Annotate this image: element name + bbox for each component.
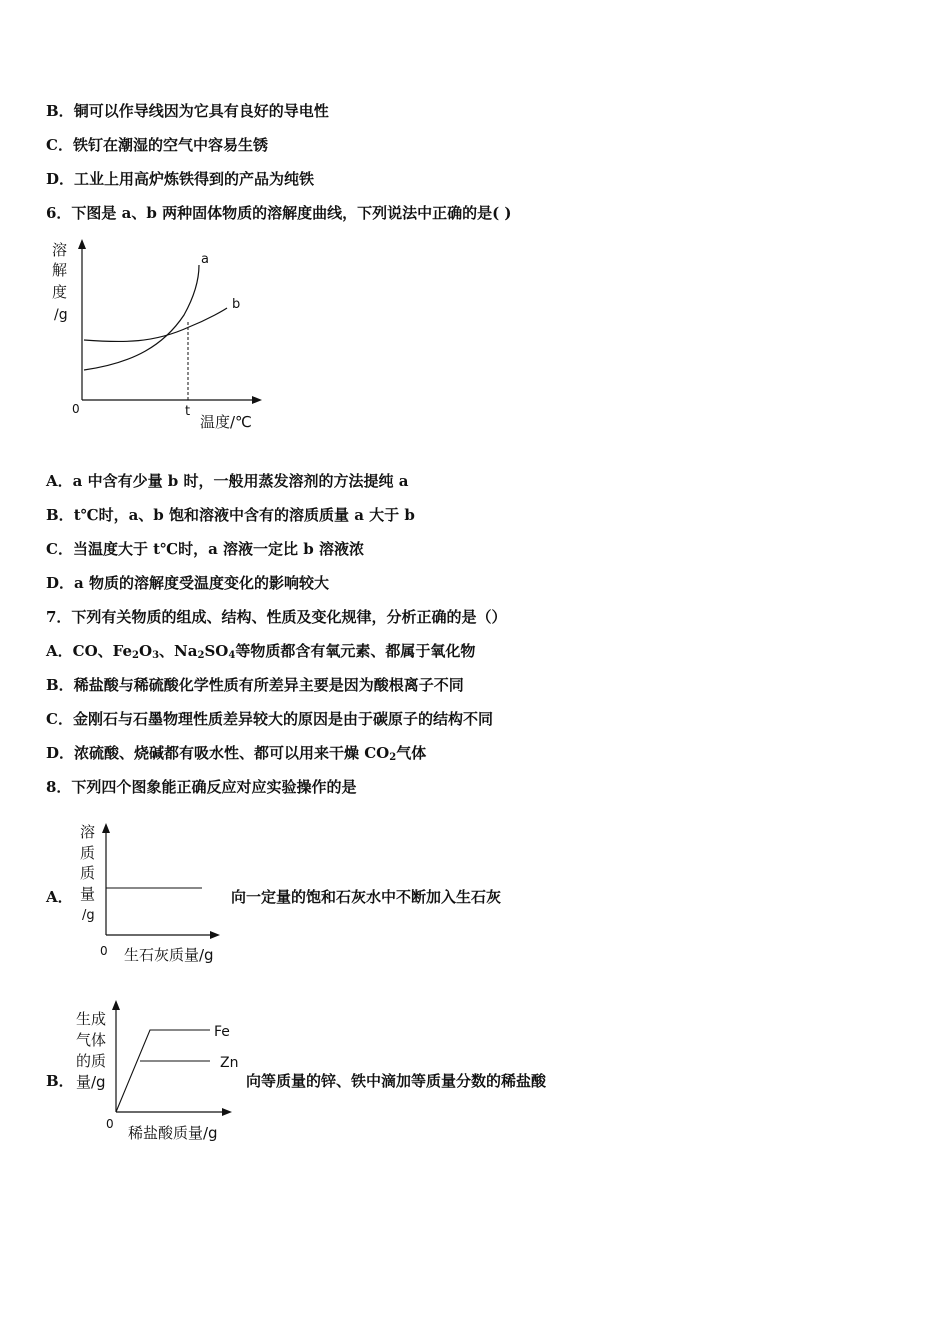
y-axis-arrow <box>112 1000 120 1010</box>
option-text: 当温度大于 t℃时，a 溶液一定比 b 溶液浓 <box>72 540 364 558</box>
q8-stem: 8．下列四个图象能正确反应对应实验操作的是 <box>46 778 357 796</box>
q6-option-c <box>46 539 364 559</box>
q7-option-b <box>46 675 464 695</box>
y-axis-label-char: 质 <box>80 844 96 862</box>
option-label: C． <box>46 540 73 558</box>
y-axis-label-char: 度 <box>52 283 68 301</box>
fe-series-line <box>116 1030 210 1112</box>
subscript: 2 <box>197 650 205 661</box>
y-axis-label-char: 溶 <box>52 241 68 259</box>
option-label: D． <box>46 574 75 592</box>
q6-solubility-graph <box>44 235 274 439</box>
q8-option-b-label: B． <box>46 1072 74 1090</box>
option-label: B． <box>46 102 74 120</box>
q8-option-a-description: 向一定量的饱和石灰水中不断加入生石灰 <box>231 888 502 906</box>
q5-option-c <box>46 135 268 155</box>
t-label: t <box>185 404 191 419</box>
y-axis-arrow <box>78 239 86 249</box>
option-label: C． <box>46 710 73 728</box>
origin-label: 0 <box>100 944 108 958</box>
option-text: 铜可以作导线因为它具有良好的导电性 <box>73 102 329 120</box>
q6-option-a <box>46 471 408 491</box>
fe-series-label: Fe <box>214 1024 230 1040</box>
text-part: CO、Fe <box>72 642 133 660</box>
y-axis-label-line: 的质 <box>76 1052 107 1070</box>
option-label: A． <box>46 642 73 660</box>
q6-option-d <box>46 573 329 593</box>
x-axis-arrow <box>210 931 220 939</box>
curve-a-label: a <box>201 252 209 267</box>
option-label: D． <box>46 744 75 762</box>
q8-option-b-description: 向等质量的锌、铁中滴加等质量分数的稀盐酸 <box>246 1072 547 1090</box>
option-text <box>73 642 476 660</box>
x-axis-label: 温度/℃ <box>200 413 252 431</box>
gas-mass-graph-svg <box>74 992 244 1152</box>
solubility-curve-svg <box>44 235 274 435</box>
q6-stem: 6．下图是 a、b 两种固体物质的溶解度曲线，下列说法中正确的是( ) <box>46 204 512 222</box>
y-axis-label-char: /g <box>54 307 68 323</box>
subscript: 4 <box>228 650 236 661</box>
origin-label: 0 <box>72 402 80 416</box>
option-text: t℃时，a、b 饱和溶液中含有的溶质质量 a 大于 b <box>73 506 415 524</box>
option-label: A． <box>46 472 73 490</box>
y-axis-label-char: /g <box>82 908 95 923</box>
x-axis-arrow <box>222 1108 232 1116</box>
q7-option-d <box>46 743 426 763</box>
q8-option-b-graph <box>74 992 244 1156</box>
q7-option-c <box>46 709 493 729</box>
curve-b-label: b <box>232 297 241 312</box>
q5-option-b <box>46 101 329 121</box>
option-text: 铁钉在潮湿的空气中容易生锈 <box>72 136 268 154</box>
y-axis-label-line: 气体 <box>76 1031 107 1049</box>
q6-option-b <box>46 505 415 525</box>
y-axis-arrow <box>102 823 110 833</box>
text-part: 、Na <box>159 642 198 660</box>
y-axis-label-char: 量 <box>80 885 96 903</box>
option-text <box>74 744 426 762</box>
x-axis-arrow <box>252 396 262 404</box>
y-axis-label-char: 解 <box>52 261 68 279</box>
x-axis-label: 生石灰质量/g <box>124 946 214 964</box>
q8-option-a-label: A． <box>46 888 73 906</box>
q5-option-d <box>46 169 314 189</box>
option-text: 金刚石与石墨物理性质差异较大的原因是由于碳原子的结构不同 <box>72 710 493 728</box>
option-label: B． <box>46 676 74 694</box>
subscript: 2 <box>389 752 397 763</box>
option-label: D． <box>46 170 75 188</box>
option-label: C． <box>46 136 73 154</box>
y-axis-label-char: 溶 <box>80 823 96 841</box>
subscript: 2 <box>132 650 139 661</box>
text-part: 浓硫酸、烧碱都有吸水性、都可以用来干燥 CO <box>74 744 390 762</box>
x-axis-label: 稀盐酸质量/g <box>128 1124 218 1142</box>
curve-b <box>84 308 227 342</box>
text-part: 等物质都含有氧元素、都属于氧化物 <box>235 642 476 660</box>
q7-stem: 7．下列有关物质的组成、结构、性质及变化规律，分析正确的是（） <box>46 608 507 626</box>
y-axis-label-char: 质 <box>80 864 96 882</box>
option-text: a 中含有少量 b 时，一般用蒸发溶剂的方法提纯 a <box>72 472 409 490</box>
y-axis-label-line: 生成 <box>76 1010 107 1028</box>
q7-option-a <box>46 641 475 661</box>
subscript: 3 <box>152 650 160 661</box>
text-part: O <box>139 642 153 660</box>
y-axis-label-line: 量/g <box>76 1073 106 1091</box>
option-label: B． <box>46 506 74 524</box>
limewater-graph-svg <box>74 815 234 965</box>
text-part: 气体 <box>396 744 427 762</box>
option-text: 工业上用高炉炼铁得到的产品为纯铁 <box>74 170 315 188</box>
option-text: 稀盐酸与稀硫酸化学性质有所差异主要是因为酸根离子不同 <box>73 676 464 694</box>
zn-series-label: Zn <box>220 1055 239 1071</box>
text-part: SO <box>204 642 229 660</box>
curve-a <box>84 265 199 370</box>
option-text: a 物质的溶解度受温度变化的影响较大 <box>74 574 329 592</box>
origin-label: 0 <box>106 1117 114 1131</box>
q8-option-a-graph <box>74 815 234 969</box>
